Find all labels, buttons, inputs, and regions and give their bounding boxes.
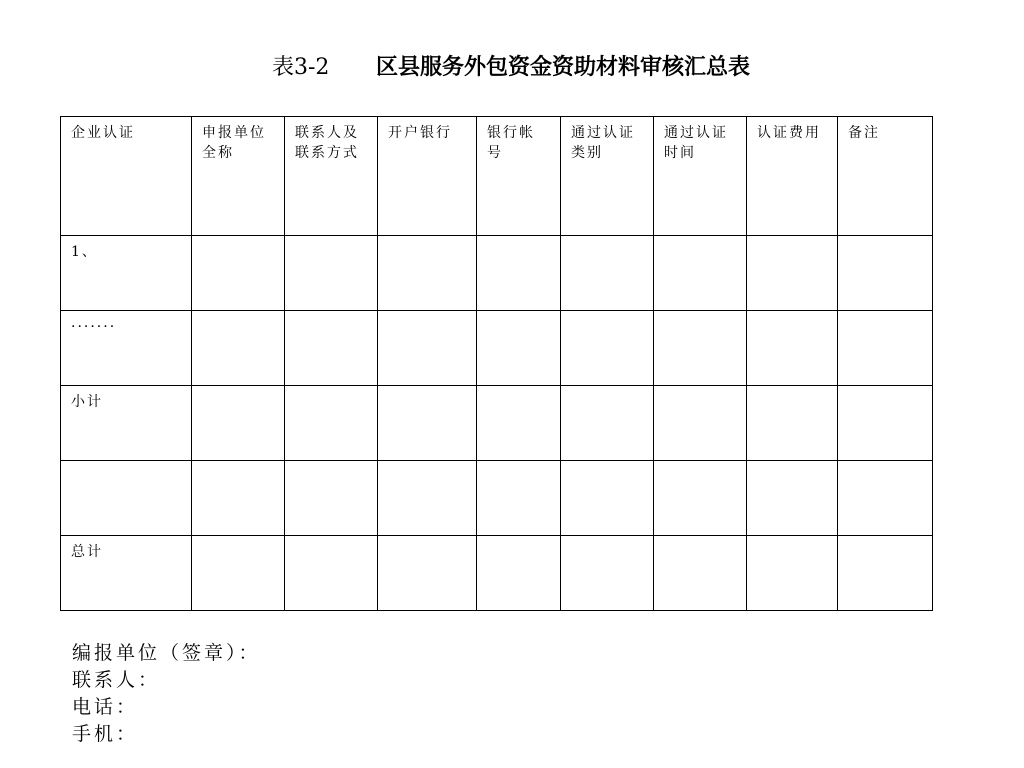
table-number: 表3-2 <box>272 55 330 80</box>
page-title <box>272 52 750 85</box>
header-cell-cert-type: 通过认证类别 <box>561 117 654 236</box>
phone-label: 电话： <box>72 696 139 718</box>
table-cell <box>561 236 654 311</box>
table-cell <box>61 461 192 536</box>
header-cell-remarks: 备注 <box>838 117 933 236</box>
table-cell <box>285 311 378 386</box>
reporting-unit-label: 编报单位（签章）： <box>72 642 261 664</box>
table-cell <box>378 311 477 386</box>
table-cell: ······· <box>61 311 192 386</box>
header-cell-bank: 开户银行 <box>378 117 477 236</box>
table-cell <box>477 311 561 386</box>
header-cell-cert-fee: 认证费用 <box>747 117 838 236</box>
table-cell <box>838 536 933 611</box>
table-cell <box>747 236 838 311</box>
table-cell <box>477 386 561 461</box>
header-cell-cert-time: 通过认证时间 <box>654 117 747 236</box>
table-cell <box>747 311 838 386</box>
mobile-label: 手机： <box>72 723 139 745</box>
table-cell <box>838 236 933 311</box>
table-row <box>61 461 933 536</box>
table-cell: 小计 <box>61 386 192 461</box>
table-cell <box>477 236 561 311</box>
summary-table <box>60 116 933 611</box>
table-row <box>61 311 933 386</box>
table-cell <box>192 386 285 461</box>
table-cell <box>192 461 285 536</box>
table-cell: 1、 <box>61 236 192 311</box>
table-cell <box>285 386 378 461</box>
table-row <box>61 536 933 611</box>
table-cell <box>378 461 477 536</box>
table-cell <box>561 461 654 536</box>
header-cell-unit-name: 申报单位全称 <box>192 117 285 236</box>
table-cell <box>192 311 285 386</box>
table-cell <box>192 536 285 611</box>
table-row <box>61 386 933 461</box>
table-cell <box>285 236 378 311</box>
table-cell <box>654 236 747 311</box>
table-cell <box>838 386 933 461</box>
table-cell <box>654 461 747 536</box>
table-cell <box>378 386 477 461</box>
table-cell: 总计 <box>61 536 192 611</box>
header-cell-contact: 联系人及联系方式 <box>285 117 378 236</box>
table-cell <box>285 461 378 536</box>
table-cell <box>378 536 477 611</box>
table-header-row <box>61 117 933 236</box>
header-cell-certification: 企业认证 <box>61 117 192 236</box>
table-cell <box>561 536 654 611</box>
table-cell <box>477 536 561 611</box>
table-cell <box>654 311 747 386</box>
table-cell <box>747 536 838 611</box>
table-cell <box>747 461 838 536</box>
table-cell <box>561 386 654 461</box>
contact-person-label: 联系人： <box>72 669 161 691</box>
table-cell <box>838 461 933 536</box>
table-cell <box>654 386 747 461</box>
table-cell <box>654 536 747 611</box>
table-row <box>61 236 933 311</box>
table-title: 区县服务外包资金资助材料审核汇总表 <box>376 55 751 80</box>
table-cell <box>838 311 933 386</box>
table-cell <box>561 311 654 386</box>
table-cell <box>285 536 378 611</box>
header-cell-account: 银行帐号 <box>477 117 561 236</box>
footer-info <box>72 640 261 748</box>
table-cell <box>192 236 285 311</box>
table-cell <box>747 386 838 461</box>
table-cell <box>378 236 477 311</box>
table-cell <box>477 461 561 536</box>
